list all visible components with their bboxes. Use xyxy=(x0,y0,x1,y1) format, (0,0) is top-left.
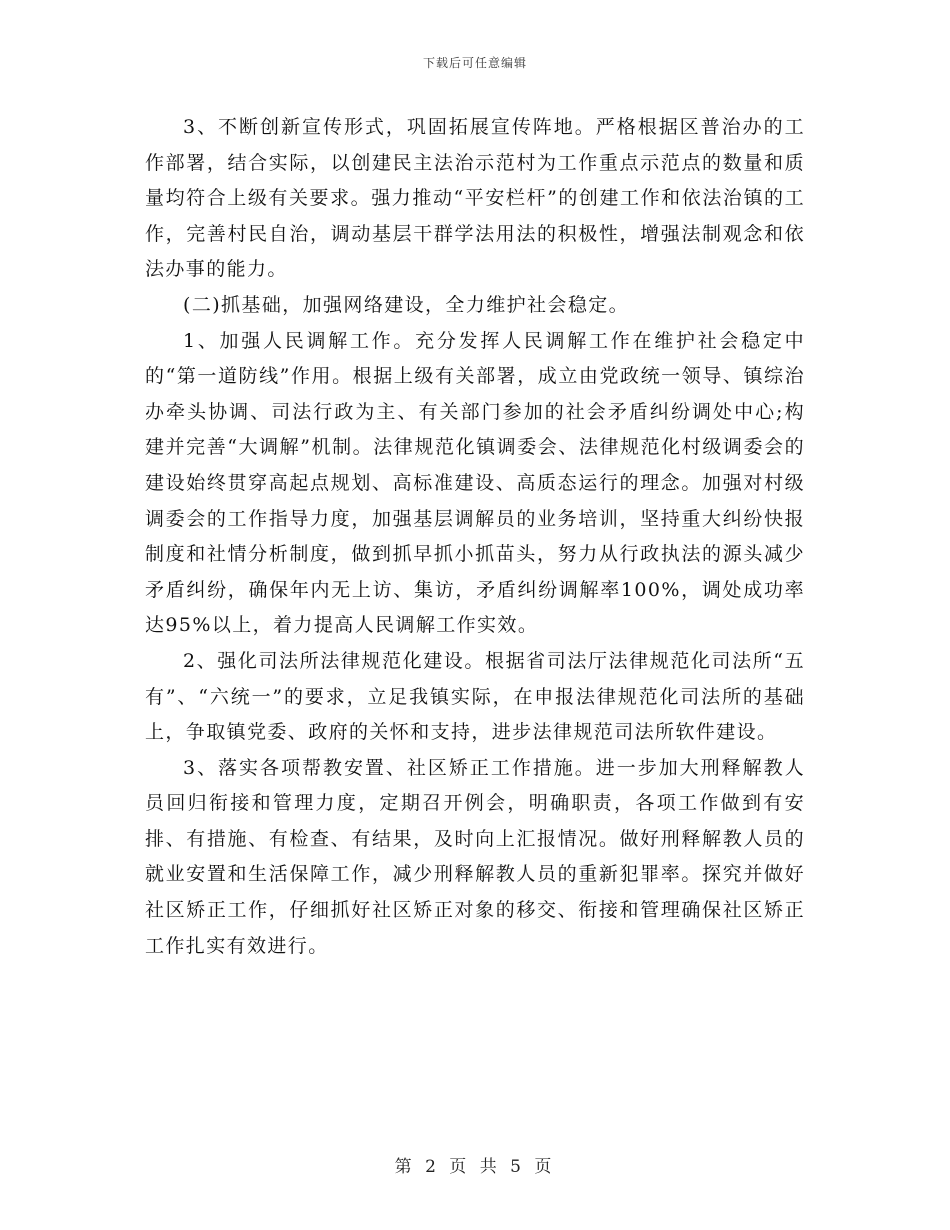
paragraph-mediation: 1、加强人民调解工作。充分发挥人民调解工作在维护社会稳定中的“第一道防线”作用。根据上级有关部署，成立由党政统一领导、镇综治办牵头协调、司法行政为主、有关部门参加的社会矛盾纠纷调处中心;构建并完善“大调解”机制。法律规范化镇调委会、法律规范化村级调委会的建设始终贯穿高起点规划、高标准建设、高质态运行的理念。加强对村级调委会的工作指导力度，加强基层调解员的业务培训，坚持重大纠纷快报制度和社情分析制度，做到抓早抓小抓苗头，努力从行政执法的源头减少矛盾纠纷，确保年内无上访、集访，矛盾纠纷调解率100%，调处成功率达95%以上，着力提高人民调解工作实效。 xyxy=(145,329,805,637)
paragraph-publicity-forms: 3、不断创新宣传形式，巩固拓展宣传阵地。严格根据区普治办的工作部署，结合实际，以创建民主法治示范村为工作重点示范点的数量和质量均符合上级有关要求。强力推动“平安栏杆”的创建工作和依法治镇的工作，完善村民自治，调动基层干群学法用法的积极性，增强法制观念和依法办事的能力。 xyxy=(145,116,805,281)
page-header: 下载后可任意编辑 xyxy=(422,56,527,70)
paragraph-judicial-office: 2、强化司法所法律规范化建设。根据省司法厅法律规范化司法所“五有”、“六统一”的要求，立足我镇实际，在申报法律规范化司法所的基础上，争取镇党委、政府的关怀和支持，进步法律规范司法所软件建设。 xyxy=(145,649,805,744)
section-heading-network: (二)抓基础，加强网络建设，全力维护社会稳定。 xyxy=(183,293,630,316)
paragraph-community-correction: 3、落实各项帮教安置、社区矫正工作措施。进一步加大刑释解教人员回归衔接和管理力度，定期召开例会，明确职责，各项工作做到有安排、有措施、有检查、有结果，及时向上汇报情况。做好刑释解教人员的就业安置和生活保障工作，减少刑释解教人员的重新犯罪率。探究并做好社区矫正工作，仔细抓好社区矫正对象的移交、衔接和管理确保社区矫正工作扎实有效进行。 xyxy=(145,756,805,957)
document-body xyxy=(145,110,805,964)
page-number-footer: 第 2 页 共 5 页 xyxy=(394,1157,556,1177)
